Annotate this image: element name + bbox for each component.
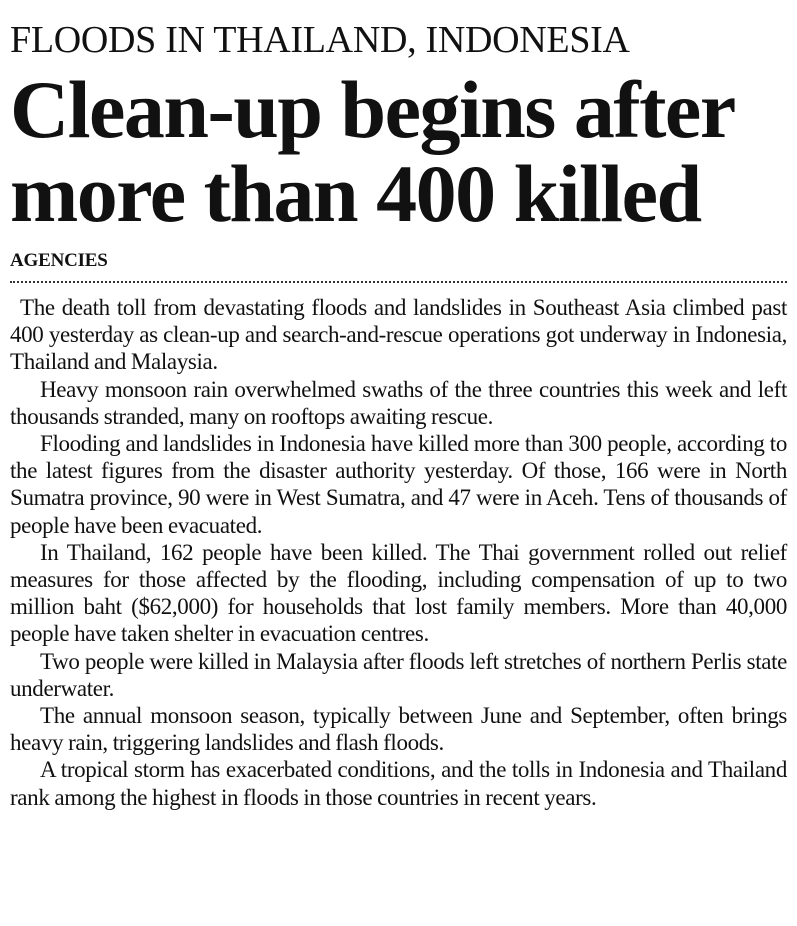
body-paragraph: A tropical storm has exacerbated conditions, and the tolls in Indonesia and Thailand rank among the highest in floods in those countries in recent years. [10, 757, 787, 810]
body-paragraph: The death toll from devastating floods and landslides in Southeast Asia climbed past 400 yesterday as clean-up and search-and-rescue operations got underway in Indonesia, Thailand and Malaysia. [10, 295, 787, 375]
article-body [10, 294, 787, 811]
body-paragraph: Heavy monsoon rain overwhelmed swaths of the three countries this week and left thousands stranded, many on rooftops awaiting rescue. [10, 376, 787, 429]
headline [10, 64, 787, 239]
headline-line: more than 400 killed [10, 148, 701, 239]
body-paragraph: Flooding and landslides in Indonesia have killed more than 300 people, according to the latest figures from the disaster authority yesterday. Of those, 166 were in North Sumatra province, 90 were in West Sumatra, and 47 were in Aceh. Tens of thousands of people have been evacuated. [10, 431, 787, 538]
body-paragraph: Two people were killed in Malaysia after floods left stretches of northern Perlis state underwater. [10, 648, 787, 701]
kicker: FLOODS IN THAILAND, INDONESIA [10, 19, 630, 61]
body-paragraph: In Thailand, 162 people have been killed. The Thai government rolled out relief measures for those affected by the flooding, including compensation of up to two million baht ($62,000) for households that lost family members. More than 40,000 people have taken shelter in evacuation centres. [10, 539, 787, 647]
body-paragraph: The annual monsoon season, typically between June and September, often brings heavy rain, triggering landslides and flash floods. [10, 703, 787, 756]
byline: AGENCIES [10, 250, 108, 271]
headline-line: Clean-up begins after [10, 64, 735, 155]
dotted-divider [10, 281, 787, 283]
